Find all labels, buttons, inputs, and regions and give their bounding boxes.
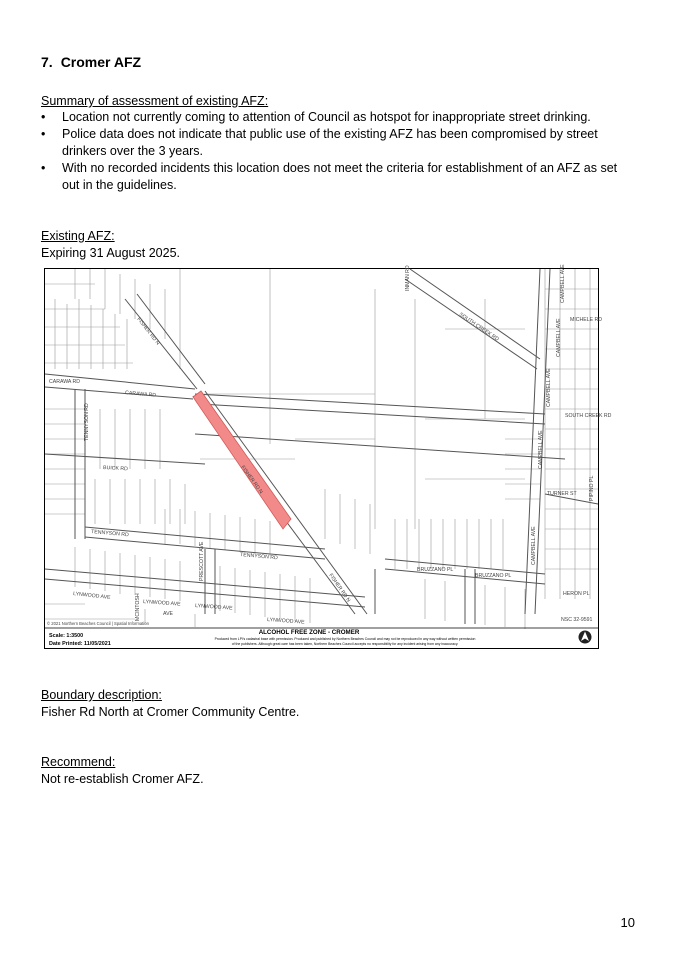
road-label: AVE xyxy=(163,611,173,617)
boundary-heading: Boundary description: xyxy=(41,688,162,702)
road-label: MICHELE RD xyxy=(570,317,602,323)
road-label: SOUTH CREEK RD xyxy=(457,311,500,343)
summary-bullet-list xyxy=(41,109,631,194)
map-copyright: © 2021 Northern Beaches Council | Spatial Information xyxy=(47,621,149,626)
map-disclaimer-1: Produced from LPI's cadastral base with permission. Produced and published by Northern Beaches Council and may not be reproduced in any way without written permission xyxy=(214,637,476,641)
road-label: PRESCOTT AVE xyxy=(199,541,205,581)
north-arrow-icon xyxy=(579,631,592,644)
road-label: MCINTOSH xyxy=(135,593,141,621)
recommend-text: Not re-establish Cromer AFZ. xyxy=(41,772,204,786)
road-label: TENNYSON RD xyxy=(239,552,278,562)
road-label: LYNWOOD AVE xyxy=(266,617,305,626)
road-label: SOUTH CREEK RD xyxy=(565,413,612,419)
road-label: CAMPBELL AVE xyxy=(531,526,537,565)
map-date-printed: Date Printed: 11/05/2021 xyxy=(49,641,111,647)
road-label: INMAN RD xyxy=(405,265,411,291)
road-label: LYNWOOD AVE xyxy=(72,591,111,601)
recommend-heading: Recommend: xyxy=(41,755,116,769)
road-label: BRUZZANO PL xyxy=(475,573,512,579)
summary-bullet: • With no recorded incidents this location does not meet the criteria for establishment of an AFZ as set out in the guidelines. xyxy=(41,160,631,194)
road-label: LYNWOOD AVE xyxy=(194,603,233,612)
road-label: BUICK RD xyxy=(102,465,128,473)
road-label: TURNER ST xyxy=(547,491,577,497)
summary-bullet: • Police data does not indicate that public use of the existing AFZ has been compromised by street drinkers over the 3 years. xyxy=(41,126,631,160)
road-label: FISHER RD N xyxy=(135,316,161,347)
road-label: BRUZZANO PL xyxy=(417,567,454,573)
road-label: CAMPBELL AVE xyxy=(538,430,544,469)
page-number: 10 xyxy=(620,915,635,930)
map-svg xyxy=(45,264,612,648)
road-label: HERON PL xyxy=(563,591,590,597)
road-label: CAMPBELL AVE xyxy=(546,368,552,407)
road-label: CARAWA RD xyxy=(124,390,157,399)
existing-afz-heading: Existing AFZ: xyxy=(41,229,115,243)
map-scale: Scale: 1:3500 xyxy=(49,633,84,639)
map-reference-code: NSC 32-9591 xyxy=(561,617,593,623)
road-label: PIPINO PL xyxy=(589,475,595,501)
road-label: TENNYSON RD xyxy=(84,403,90,441)
road-label: CAMPBELL AVE xyxy=(560,264,566,303)
map-disclaimer-2: of the publishers. Although great care has been taken, Northern Beaches Council accepts no responsibility for any incident arising from any inaccuracy. xyxy=(231,642,459,646)
section-number: 7. xyxy=(41,54,53,70)
road-label: CARAWA RD xyxy=(49,379,81,385)
boundary-text: Fisher Rd North at Cromer Community Centre. xyxy=(41,705,300,719)
section-title: Cromer AFZ xyxy=(60,54,142,70)
afz-map xyxy=(44,264,612,649)
road-label: FISHER RD N xyxy=(327,572,352,604)
road-label: FISHER RD N xyxy=(239,464,264,495)
section-heading xyxy=(41,54,141,70)
road-label: TENNYSON RD xyxy=(90,529,129,539)
road-label: CAMPBELL AVE xyxy=(556,318,562,357)
summary-heading: Summary of assessment of existing AFZ: xyxy=(41,94,269,108)
road-label: LYNWOOD AVE xyxy=(142,599,181,608)
existing-afz-text: Expiring 31 August 2025. xyxy=(41,246,180,260)
summary-bullet: • Location not currently coming to attention of Council as hotspot for inappropriate street drinking. xyxy=(41,109,631,126)
map-footer-title: ALCOHOL FREE ZONE - CROMER xyxy=(258,629,360,636)
